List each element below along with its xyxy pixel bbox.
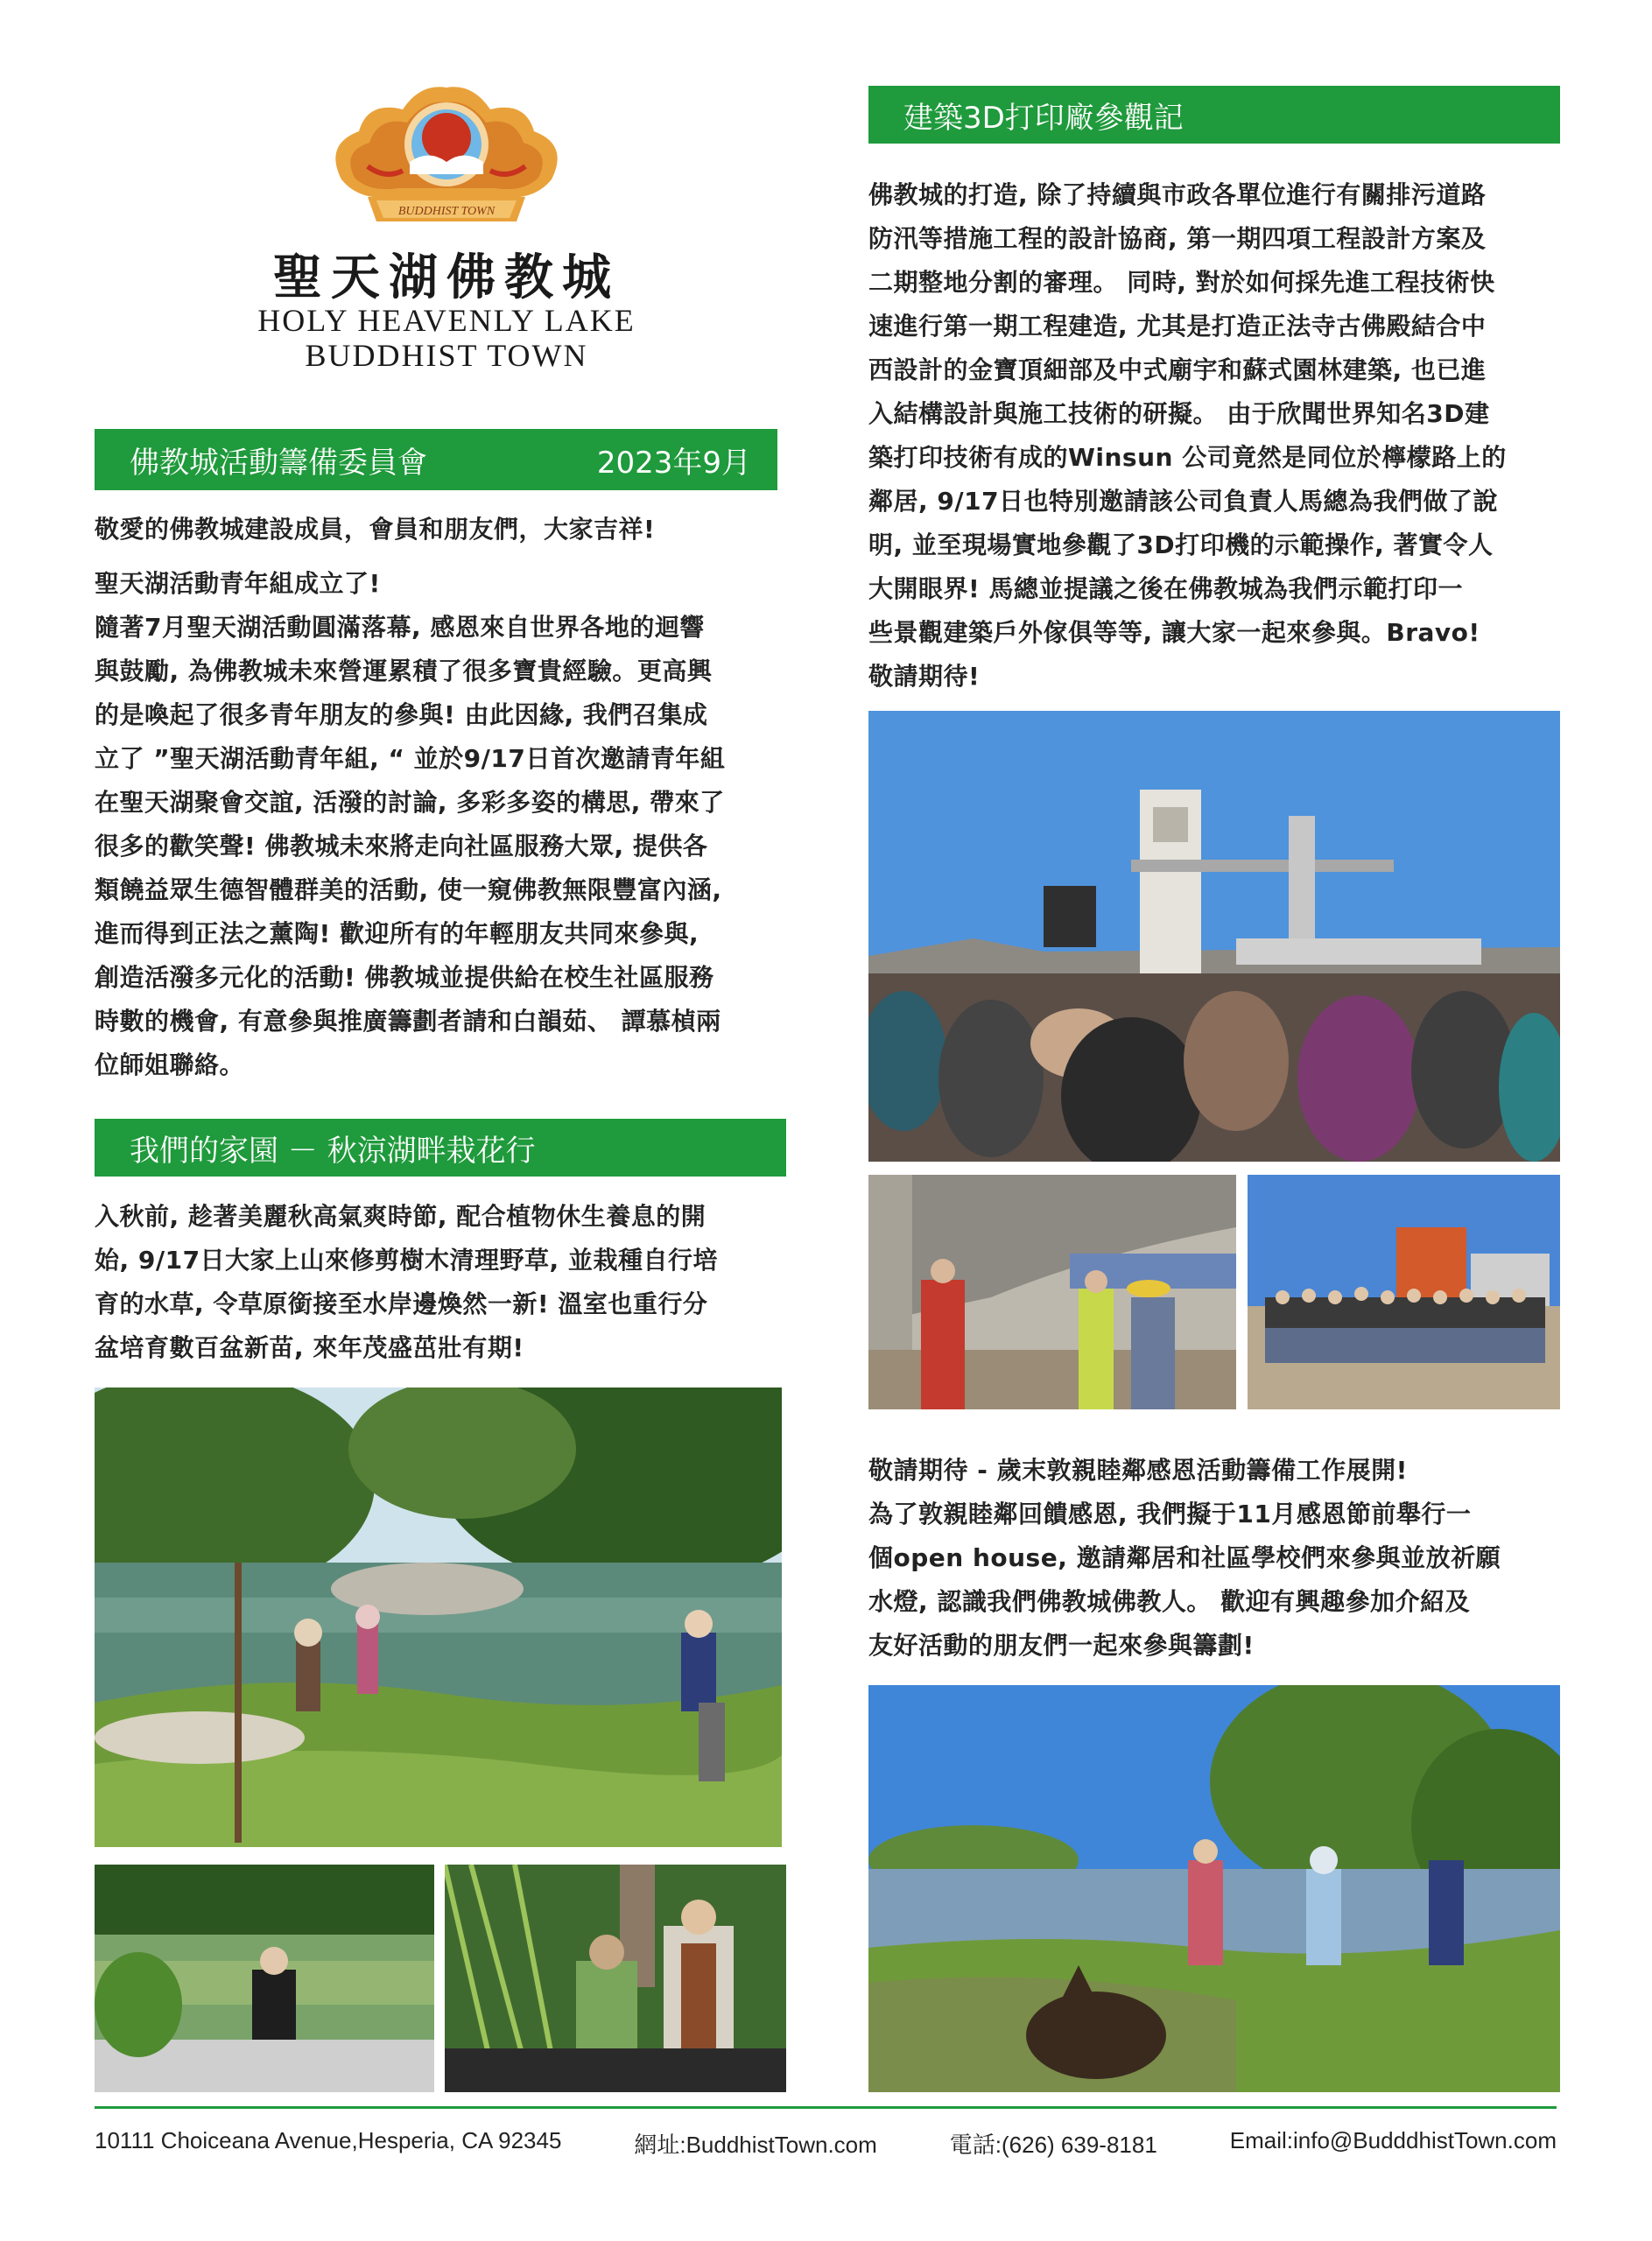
section-header-3d-printing [868,86,1560,144]
footer-website[interactable]: 網址:BuddhistTown.com [634,2132,877,2158]
body-line: 為了敦親睦鄰回饋感恩, 我們擬于11月感恩節前舉行一 [868,1500,1472,1528]
body-line: 水燈, 認識我們佛教城佛教人。 歡迎有興趣參加介紹及 [868,1587,1471,1616]
body-line: 速進行第一期工程建造, 尤其是打造正法寺古佛殿結合中 [868,312,1487,341]
body-line: 時數的機會, 有意參與推廣籌劃者請和白韻茹、 譚慕楨兩 [95,1007,721,1036]
body-line: 很多的歡笑聲! 佛教城未來將走向社區服務大眾, 提供各 [95,832,708,861]
body-line: 個open house, 邀請鄰居和社區學校們來參與並放祈願 [868,1543,1501,1572]
photo-lake-gardening [95,1387,782,1847]
section1-body [95,508,786,1087]
footer-address: 10111 Choiceana Avenue,Hesperia, CA 92345 [95,2127,562,2153]
logo-ribbon-text: BUDDHIST TOWN [397,205,496,218]
body-line: 的是喚起了很多青年朋友的參與! 由此因緣, 我們召集成 [95,700,708,729]
buddhist-town-emblem [315,83,578,232]
photo-3d-printer-tour [868,711,1560,1162]
body-line: 築打印技術有成的Winsun 公司竟然是同位於檸檬路上的 [868,443,1507,472]
photo-underpass [868,1175,1236,1409]
section-title-committee: 佛教城活動籌備委員會 [130,445,427,481]
section4-body [868,1449,1560,1668]
issue-date: 2023年9月 [596,445,751,481]
body-line: 二期整地分割的審理。 同時, 對於如何採先進工程技術快 [868,268,1495,297]
body-line: 進而得到正法之薰陶! 歡迎所有的年輕朋友共同來參與, [95,919,699,948]
youth-group-subhead: 聖天湖活動青年組成立了! [95,569,381,598]
body-line: 大開眼界! 馬總並提議之後在佛教城為我們示範打印一 [868,574,1464,603]
body-line: 西設計的金寶頂細部及中式廟宇和蘇式園林建築, 也已進 [868,355,1487,384]
greeting-text: 敬愛的佛教城建設成員，會員和朋友們，大家吉祥! [95,515,656,544]
photo-planting [445,1865,786,2092]
body-line: 在聖天湖聚會交誼, 活潑的討論, 多彩多姿的構思, 帶來了 [95,788,725,817]
body-line: 與鼓勵, 為佛教城未來營運累積了很多寶貴經驗。更高興 [95,657,713,685]
section-header-committee [95,429,777,490]
section2-body [95,1195,786,1370]
section-title-3d-printing: 建築3D打印廠參觀記 [903,100,1184,136]
body-line: 育的水草, 令草原銜接至水岸邊煥然一新! 溫室也重行分 [95,1289,708,1318]
photo-group [1248,1175,1560,1409]
body-line: 些景觀建築戶外傢俱等等, 讓大家一起來參與。Bravo! [868,618,1480,647]
body-line: 創造活潑多元化的活動! 佛教城並提供給在校生社區服務 [95,963,714,992]
photo-pond-waders [95,1865,434,2092]
logo-name-cn: 聖天湖佛教城 [273,249,620,306]
body-line: 盆培育數百盆新苗, 來年茂盛茁壯有期! [95,1333,524,1362]
body-line: 鄰居, 9/17日也特別邀請該公司負責人馬總為我們做了說 [868,487,1499,516]
body-line: 立了 ”聖天湖活動青年組, “ 並於9/17日首次邀請青年組 [95,744,726,773]
logo [219,83,674,372]
footer [95,2127,1557,2160]
body-line: 防汛等措施工程的設計協商, 第一期四項工程設計方案及 [868,224,1487,253]
logo-name-en-1: HOLY HEAVENLY LAKE [257,303,636,338]
section-title-homeland: 我們的家園 － 秋涼湖畔栽花行 [130,1133,536,1169]
footer-email[interactable]: Email:info@BudddhistTown.com [1229,2127,1557,2153]
body-line: 隨著7月聖天湖活動圓滿落幕, 感恩來自世界各地的迴響 [95,613,705,642]
section-header-homeland [95,1119,786,1177]
photo-lakeside-dog [868,1685,1560,2092]
body-line: 敬請期待! [868,662,981,691]
body-line: 始, 9/17日大家上山來修剪樹木清理野草, 並栽種自行培 [95,1246,718,1275]
body-line: 類饒益眾生德智體群美的活動, 使一窺佛教無限豐富內涵, [95,875,722,904]
body-line: 佛教城的打造, 除了持續與市政各單位進行有關排污道路 [868,180,1487,209]
body-line: 入結構設計與施工技術的研擬。 由于欣聞世界知名3D建 [868,399,1490,428]
thanksgiving-subhead: 敬請期待 - 歲末敦親睦鄰感恩活動籌備工作展開! [868,1456,1408,1485]
body-line: 友好活動的朋友們一起來參與籌劃! [868,1631,1255,1660]
body-line: 位師姐聯絡。 [95,1050,245,1079]
logo-name-en-2: BUDDHIST TOWN [305,338,588,373]
body-line: 入秋前, 趁著美麗秋高氣爽時節, 配合植物休生養息的開 [95,1202,706,1231]
section3-body [868,173,1560,699]
footer-phone: 電話:(626) 639-8181 [949,2132,1157,2158]
footer-divider [95,2106,1557,2109]
body-line: 明, 並至現場實地參觀了3D打印機的示範操作, 著實令人 [868,530,1494,559]
